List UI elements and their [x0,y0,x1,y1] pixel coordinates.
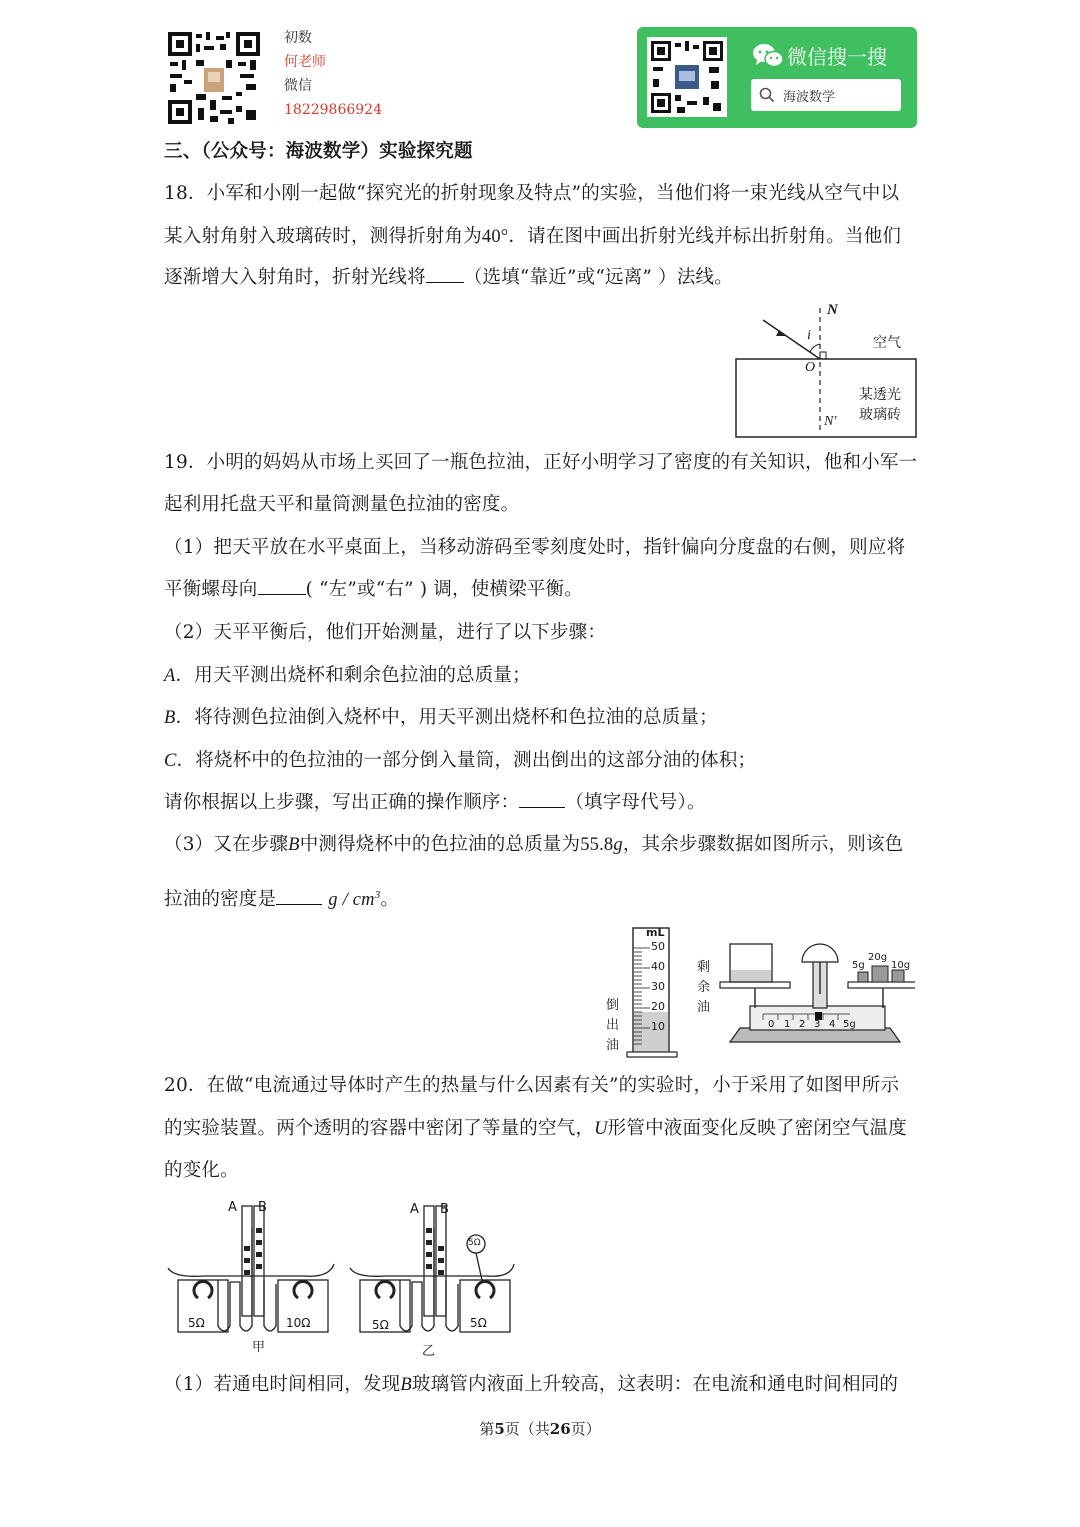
resistor-yi-top: 5Ω [468,1238,481,1248]
step-c-label: C [164,751,177,771]
q20-part1-B: B [400,1375,412,1395]
tick-30: 30 [651,980,665,993]
resistor-jia-left: 5Ω [188,1316,205,1330]
q19-part1-a: 平衡螺母向 [164,579,258,600]
q18-line2-a: 某入射角射入玻璃砖时，测得折射角为 [164,226,482,247]
q19-line1: 19．小明的妈妈从市场上买回了一瓶色拉油，正好小明学习了密度的有关知识，他和小军一 [164,452,918,473]
weight-label-5g: 5g [852,960,865,971]
scale-5g: 5g [843,1019,856,1030]
footer-post: 页） [570,1420,601,1438]
qr-code-right [647,37,727,117]
label-N: N [827,302,838,318]
footer-pre: 第 [479,1420,495,1438]
refraction-figure [735,300,920,440]
contact-teacher: 何老师 [284,54,326,70]
tick-10: 10 [651,1020,665,1033]
resistor-jia-right: 10Ω [286,1316,311,1330]
q19-part3-B: B [288,835,300,855]
incident-ray [763,320,820,359]
weight-5g [858,972,868,982]
right-angle-mark [820,352,826,359]
joule-heating-figure [164,1198,524,1358]
scale-0: 0 [768,1019,775,1030]
weight-20g [872,966,888,982]
q18-line3 [164,266,733,290]
caption-yi: 乙 [422,1344,436,1359]
q20-line2-b: 形管中液面变化反映了密闭空气温度 [607,1118,907,1139]
answer-blank[interactable] [276,888,322,905]
q19-part1-line1: （1）把天平放在水平桌面上，当移动游码至零刻度处时，指针偏向分度盘的右侧，则应将 [164,537,906,558]
resistor-yi-right: 5Ω [470,1316,487,1330]
density-diagram [600,922,915,1062]
step-a-label: A [164,666,176,686]
wechat-title: 微信搜一搜 [787,45,887,69]
q20-line2-a: 的实验装置。两个透明的容器中密闭了等量的空气， [164,1118,595,1139]
label-B-jia: B [258,1200,267,1215]
step-b-label: B [164,708,176,728]
caption-jia: 甲 [252,1340,266,1355]
beaker-oil [731,970,771,981]
page-footer [0,1418,1080,1439]
search-icon [759,87,775,107]
q19-part1-line2 [164,578,583,602]
resistor-yi-left: 5Ω [372,1318,389,1332]
remain-label-2: 余 [697,980,711,995]
footer-mid: 页（共 [504,1420,550,1438]
q19-unit-sup: 3 [374,889,381,901]
label-glass-2: 玻璃砖 [859,407,901,423]
contact-info [284,26,382,122]
liquid-marks-jia [244,1228,262,1275]
q18-angle: 40° [481,227,509,247]
tick-50: 50 [651,940,665,953]
footer-total: 26 [549,1420,571,1438]
density-figure [600,922,915,1062]
q19-order [164,791,706,815]
wechat-search-box[interactable] [751,79,901,111]
weight-label-10g: 10g [891,960,911,971]
q18-line2 [164,225,901,249]
tick-40: 40 [651,960,665,973]
liquid-marks-yi [426,1228,444,1275]
q19-part3-mass: 55.8 [580,835,614,855]
label-i: i [807,328,811,343]
q19-part3-line2 [164,883,399,912]
qr-code-left [166,30,262,126]
q19-part3-line1 [164,833,903,857]
label-N-prime: N' [824,414,837,429]
left-pan [720,982,790,988]
contact-wechat-label: 微信 [284,78,312,94]
answer-blank[interactable] [258,578,306,595]
q19-line2: 起利用托盘天平和量筒测量色拉油的密度。 [164,494,520,515]
q19-part3-c: ，其余步骤数据如图所示，则该色 [622,834,904,855]
poured-label-1: 倒 [606,998,620,1013]
q19-part1-b: ( “左”或“右” ) 调，使横梁平衡。 [305,579,583,600]
q19-step-c [164,749,756,773]
footer-page: 5 [494,1420,505,1438]
scale-3: 3 [814,1019,821,1030]
q18-line1: 18．小军和小刚一起做“探究光的折射现象及特点”的实验，当他们将一束光线从空气中以 [164,183,900,204]
dial-icon [802,944,838,962]
weight-label-20g: 20g [868,952,888,963]
q19-order-b: （填字母代号）。 [565,792,706,813]
q18-line3-a: 逐渐增大入射角时，折射光线将 [164,267,426,288]
scale-2: 2 [799,1019,806,1030]
poured-label-2: 出 [606,1018,620,1033]
q20-line2 [164,1117,907,1141]
step-c-text: ．将烧杯中的色拉油的一部分倒入量筒，测出倒出的这部分油的体积； [176,750,757,771]
section-title: 三、（公众号：海波数学）实验探究题 [164,141,473,162]
angle-arc [810,344,820,352]
label-A-yi: A [410,1202,419,1217]
q19-part3-a: （3）又在步骤 [164,834,289,855]
label-glass-1: 某透光 [859,387,901,403]
q19-end: 。 [380,889,400,911]
label-air: 空气 [873,335,901,351]
q18-line3-b: （选填“靠近”或“远离” ）法线。 [463,267,733,288]
answer-blank[interactable] [519,791,565,808]
wechat-search-banner [637,27,917,128]
q20-part1-b: 玻璃管内液面上升较高，这表明：在电流和通电时间相同的 [411,1374,899,1395]
weight-10g [892,970,904,982]
ml-label: mL [646,926,665,939]
label-B-yi: B [440,1202,449,1217]
q19-part2: （2）天平平衡后，他们开始测量，进行了以下步骤： [164,622,607,643]
scale-4: 4 [829,1019,836,1030]
q19-unit: g / cm [328,890,375,911]
q20-line3: 的变化。 [164,1160,239,1181]
q19-part3-g: g [613,835,623,855]
label-O: O [805,360,816,375]
contact-phone: 18229866924 [284,102,382,118]
q20-U: U [594,1119,608,1139]
q20-part1-a: （1）若通电时间相同，发现 [164,1374,401,1395]
wechat-search-text: 海波数学 [783,90,836,105]
q18-line2-b: ．请在图中画出折射光线并标出折射角。当他们 [508,226,902,247]
q19-order-a: 请你根据以上步骤，写出正确的操作顺序： [164,792,520,813]
contact-grade: 初数 [284,30,312,46]
right-pan [848,982,915,988]
answer-blank[interactable] [426,266,464,283]
q19-step-b [164,706,718,730]
label-A-jia: A [228,1200,237,1215]
q19-part3-line2-a: 拉油的密度是 [164,889,277,911]
scale-1: 1 [784,1019,791,1030]
joule-diagram [164,1198,524,1358]
wechat-logo-icon [752,43,784,69]
remain-label-1: 剩 [697,960,711,975]
q19-part3-b: 中测得烧杯中的色拉油的总质量为 [299,834,581,855]
step-a-text: ．用天平测出烧杯和剩余色拉油的总质量； [175,665,531,686]
tick-20: 20 [651,1000,665,1013]
q20-line1: 20．在做“电流通过导体时产生的热量与什么因素有关”的实验时，小于采用了如图甲所示 [164,1075,900,1096]
q19-step-a [164,664,531,688]
step-b-text: ．将待测色拉油倒入烧杯中，用天平测出烧杯和色拉油的总质量； [175,707,718,728]
poured-label-3: 油 [606,1038,620,1053]
cylinder-base [627,1052,677,1057]
q20-part1 [164,1373,898,1397]
apparatus-jia [168,1206,334,1332]
remain-label-3: 油 [697,1000,711,1015]
